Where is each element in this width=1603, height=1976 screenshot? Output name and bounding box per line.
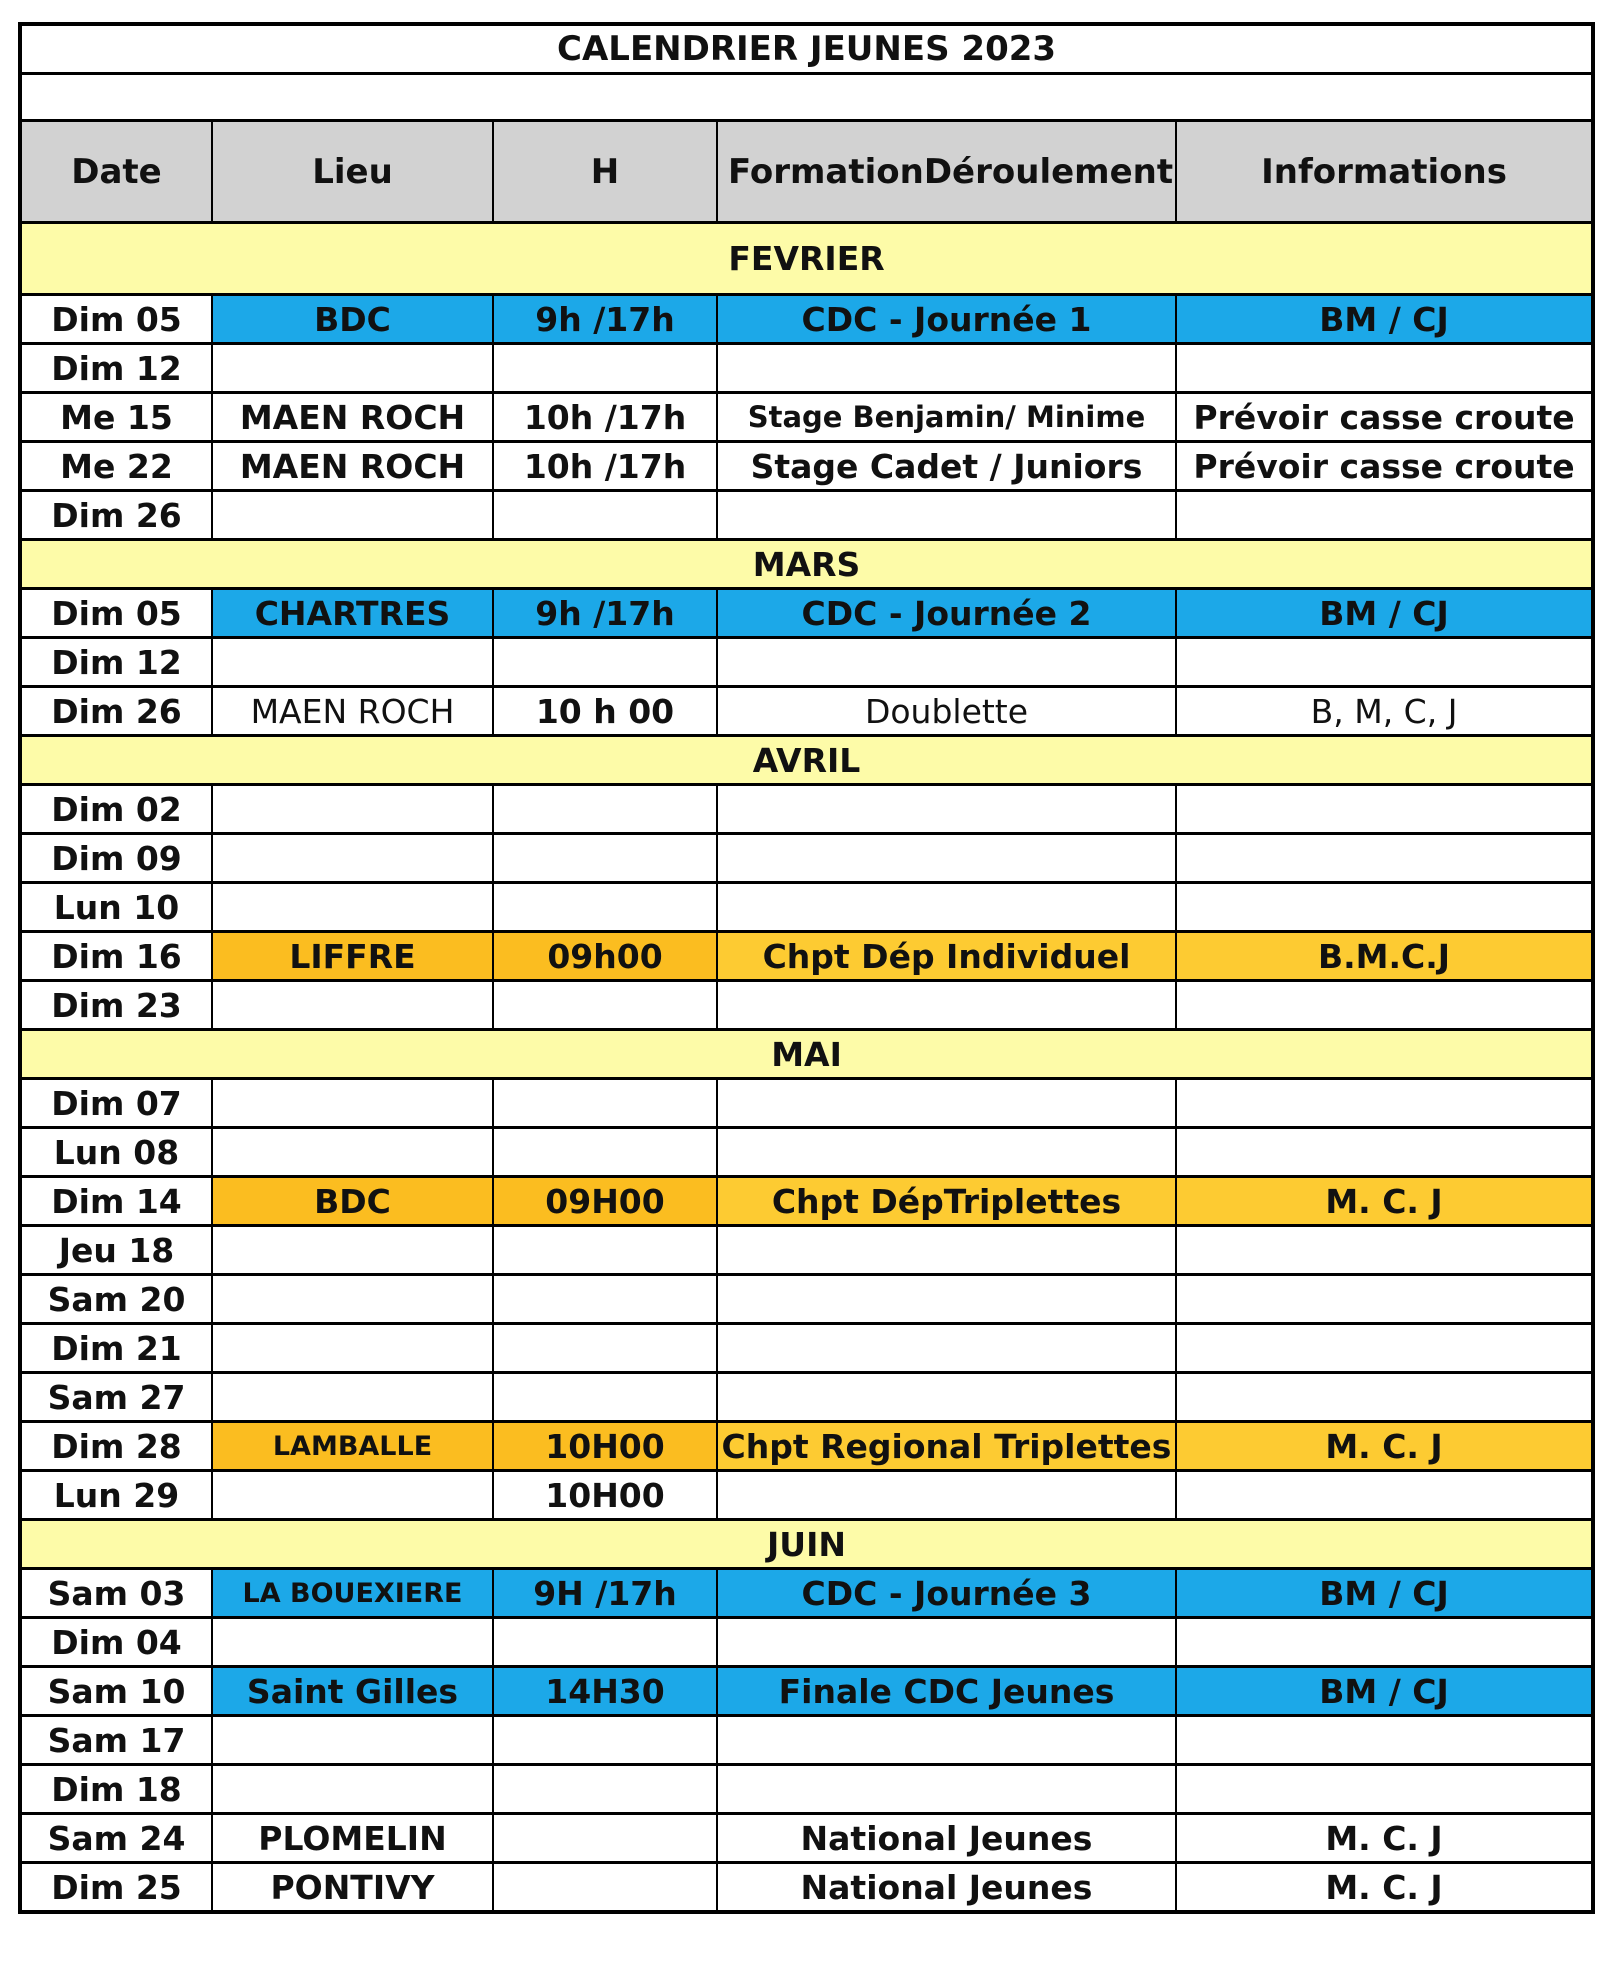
- event-row: [20, 442, 1593, 491]
- lieu-cell: LIFFRE: [212, 932, 493, 981]
- month-label: MARS: [20, 540, 1593, 589]
- month-row: [20, 736, 1593, 785]
- lieu-cell: [212, 1079, 493, 1128]
- formation-cell: Chpt DépTriplettes: [717, 1177, 1176, 1226]
- lieu-cell: [212, 491, 493, 540]
- lieu-cell: LA BOUEXIERE: [212, 1569, 493, 1618]
- formation-cell: Chpt Dép Individuel: [717, 932, 1176, 981]
- header-informations: Informations: [1176, 121, 1593, 223]
- time-cell: [493, 491, 717, 540]
- lieu-cell: [212, 834, 493, 883]
- lieu-cell: [212, 883, 493, 932]
- time-cell: [493, 1373, 717, 1422]
- info-cell: [1176, 1765, 1593, 1814]
- info-cell: [1176, 1618, 1593, 1667]
- header-formation: Formation: [728, 151, 924, 192]
- date-cell: Lun 10: [20, 883, 212, 932]
- info-cell: [1176, 1373, 1593, 1422]
- event-row: [20, 1863, 1593, 1913]
- lieu-cell: [212, 1471, 493, 1520]
- header-lieu: Lieu: [212, 121, 493, 223]
- month-label: AVRIL: [20, 736, 1593, 785]
- time-cell: [493, 638, 717, 687]
- lieu-cell: Saint Gilles: [212, 1667, 493, 1716]
- date-cell: Dim 02: [20, 785, 212, 834]
- lieu-cell: [212, 1765, 493, 1814]
- event-row: [20, 1618, 1593, 1667]
- lieu-cell: PONTIVY: [212, 1863, 493, 1913]
- calendar-table: [18, 22, 1595, 1914]
- formation-cell: Stage Benjamin/ Minime: [717, 393, 1176, 442]
- event-row: [20, 1569, 1593, 1618]
- event-row: [20, 1716, 1593, 1765]
- formation-cell: [717, 1324, 1176, 1373]
- event-row: [20, 883, 1593, 932]
- time-cell: [493, 1814, 717, 1863]
- date-cell: Dim 18: [20, 1765, 212, 1814]
- formation-cell: CDC - Journée 2: [717, 589, 1176, 638]
- event-row: [20, 1765, 1593, 1814]
- formation-cell: CDC - Journée 1: [717, 295, 1176, 344]
- time-cell: [493, 1079, 717, 1128]
- formation-cell: [717, 785, 1176, 834]
- lieu-cell: MAEN ROCH: [212, 393, 493, 442]
- lieu-cell: [212, 1128, 493, 1177]
- formation-cell: National Jeunes: [717, 1863, 1176, 1913]
- lieu-cell: [212, 638, 493, 687]
- info-cell: [1176, 1275, 1593, 1324]
- formation-cell: [717, 1226, 1176, 1275]
- header-row: [20, 121, 1593, 223]
- info-cell: [1176, 491, 1593, 540]
- formation-cell: [717, 1079, 1176, 1128]
- lieu-cell: MAEN ROCH: [212, 442, 493, 491]
- event-row: [20, 1471, 1593, 1520]
- time-cell: [493, 883, 717, 932]
- lieu-cell: [212, 1716, 493, 1765]
- info-cell: [1176, 785, 1593, 834]
- date-cell: Dim 09: [20, 834, 212, 883]
- date-cell: Dim 16: [20, 932, 212, 981]
- event-row: [20, 1275, 1593, 1324]
- formation-cell: Stage Cadet / Juniors: [717, 442, 1176, 491]
- time-cell: [493, 344, 717, 393]
- formation-cell: [717, 344, 1176, 393]
- date-cell: Dim 25: [20, 1863, 212, 1913]
- formation-cell: Finale CDC Jeunes: [717, 1667, 1176, 1716]
- event-row: [20, 1324, 1593, 1373]
- month-row: [20, 1520, 1593, 1569]
- time-cell: [493, 1765, 717, 1814]
- info-cell: B, M, C, J: [1176, 687, 1593, 736]
- time-cell: [493, 1618, 717, 1667]
- date-cell: Dim 07: [20, 1079, 212, 1128]
- date-cell: Dim 28: [20, 1422, 212, 1471]
- info-cell: Prévoir casse croute: [1176, 442, 1593, 491]
- formation-cell: [717, 981, 1176, 1030]
- lieu-cell: LAMBALLE: [212, 1422, 493, 1471]
- info-cell: M. C. J: [1176, 1814, 1593, 1863]
- time-cell: 9H /17h: [493, 1569, 717, 1618]
- formation-cell: [717, 1471, 1176, 1520]
- formation-cell: [717, 883, 1176, 932]
- info-cell: BM / CJ: [1176, 1667, 1593, 1716]
- date-cell: Lun 08: [20, 1128, 212, 1177]
- lieu-cell: [212, 1618, 493, 1667]
- formation-cell: [717, 1128, 1176, 1177]
- lieu-cell: [212, 1275, 493, 1324]
- time-cell: [493, 1324, 717, 1373]
- date-cell: Sam 03: [20, 1569, 212, 1618]
- blank-row: [20, 74, 1593, 121]
- event-row: [20, 589, 1593, 638]
- month-row: [20, 540, 1593, 589]
- date-cell: Sam 20: [20, 1275, 212, 1324]
- lieu-cell: [212, 1324, 493, 1373]
- event-row: [20, 1422, 1593, 1471]
- blank-cell: [20, 74, 1593, 121]
- formation-cell: [717, 1765, 1176, 1814]
- event-row: [20, 687, 1593, 736]
- formation-cell: [717, 1716, 1176, 1765]
- lieu-cell: BDC: [212, 295, 493, 344]
- info-cell: M. C. J: [1176, 1422, 1593, 1471]
- time-cell: [493, 981, 717, 1030]
- info-cell: BM / CJ: [1176, 589, 1593, 638]
- lieu-cell: [212, 1373, 493, 1422]
- time-cell: [493, 1128, 717, 1177]
- date-cell: Lun 29: [20, 1471, 212, 1520]
- date-cell: Dim 14: [20, 1177, 212, 1226]
- header-deroulement: Déroulement: [923, 151, 1174, 192]
- event-row: [20, 638, 1593, 687]
- info-cell: M. C. J: [1176, 1177, 1593, 1226]
- event-row: [20, 491, 1593, 540]
- date-cell: Dim 12: [20, 344, 212, 393]
- event-row: [20, 1079, 1593, 1128]
- date-cell: Sam 10: [20, 1667, 212, 1716]
- date-cell: Jeu 18: [20, 1226, 212, 1275]
- lieu-cell: CHARTRES: [212, 589, 493, 638]
- formation-cell: National Jeunes: [717, 1814, 1176, 1863]
- event-row: [20, 295, 1593, 344]
- month-label: JUIN: [20, 1520, 1593, 1569]
- page-title: CALENDRIER JEUNES 2023: [20, 24, 1593, 74]
- event-row: [20, 1177, 1593, 1226]
- info-cell: [1176, 981, 1593, 1030]
- date-cell: Sam 27: [20, 1373, 212, 1422]
- month-row: [20, 1030, 1593, 1079]
- title-row: [20, 24, 1593, 74]
- event-row: [20, 1667, 1593, 1716]
- time-cell: [493, 1226, 717, 1275]
- formation-cell: CDC - Journée 3: [717, 1569, 1176, 1618]
- time-cell: 09h00: [493, 932, 717, 981]
- month-row: [20, 223, 1593, 295]
- lieu-cell: [212, 344, 493, 393]
- event-row: [20, 393, 1593, 442]
- date-cell: Dim 26: [20, 491, 212, 540]
- event-row: [20, 1128, 1593, 1177]
- info-cell: BM / CJ: [1176, 295, 1593, 344]
- time-cell: 10 h 00: [493, 687, 717, 736]
- info-cell: BM / CJ: [1176, 1569, 1593, 1618]
- lieu-cell: [212, 1226, 493, 1275]
- time-cell: [493, 1275, 717, 1324]
- info-cell: [1176, 638, 1593, 687]
- info-cell: [1176, 1226, 1593, 1275]
- time-cell: 10h /17h: [493, 393, 717, 442]
- lieu-cell: BDC: [212, 1177, 493, 1226]
- event-row: [20, 344, 1593, 393]
- event-row: [20, 981, 1593, 1030]
- info-cell: [1176, 1716, 1593, 1765]
- lieu-cell: [212, 981, 493, 1030]
- time-cell: 9h /17h: [493, 589, 717, 638]
- date-cell: Dim 05: [20, 589, 212, 638]
- header-h: H: [493, 121, 717, 223]
- formation-cell: [717, 1275, 1176, 1324]
- info-cell: [1176, 1079, 1593, 1128]
- event-row: [20, 785, 1593, 834]
- header-formation-deroulement: [717, 121, 1176, 223]
- info-cell: [1176, 344, 1593, 393]
- lieu-cell: [212, 785, 493, 834]
- info-cell: B.M.C.J: [1176, 932, 1593, 981]
- date-cell: Dim 26: [20, 687, 212, 736]
- month-label: FEVRIER: [20, 223, 1593, 295]
- info-cell: [1176, 834, 1593, 883]
- date-cell: Sam 17: [20, 1716, 212, 1765]
- date-cell: Me 22: [20, 442, 212, 491]
- time-cell: 10h /17h: [493, 442, 717, 491]
- lieu-cell: MAEN ROCH: [212, 687, 493, 736]
- info-cell: M. C. J: [1176, 1863, 1593, 1913]
- time-cell: 10H00: [493, 1422, 717, 1471]
- date-cell: Me 15: [20, 393, 212, 442]
- info-cell: Prévoir casse croute: [1176, 393, 1593, 442]
- time-cell: [493, 785, 717, 834]
- info-cell: [1176, 883, 1593, 932]
- formation-cell: [717, 1618, 1176, 1667]
- formation-cell: [717, 638, 1176, 687]
- info-cell: [1176, 1471, 1593, 1520]
- formation-cell: Doublette: [717, 687, 1176, 736]
- event-row: [20, 1814, 1593, 1863]
- time-cell: [493, 1863, 717, 1913]
- time-cell: [493, 834, 717, 883]
- event-row: [20, 1226, 1593, 1275]
- date-cell: Dim 12: [20, 638, 212, 687]
- date-cell: Dim 05: [20, 295, 212, 344]
- time-cell: 10H00: [493, 1471, 717, 1520]
- date-cell: Sam 24: [20, 1814, 212, 1863]
- time-cell: [493, 1716, 717, 1765]
- time-cell: 9h /17h: [493, 295, 717, 344]
- event-row: [20, 1373, 1593, 1422]
- formation-cell: [717, 1373, 1176, 1422]
- time-cell: 09H00: [493, 1177, 717, 1226]
- month-label: MAI: [20, 1030, 1593, 1079]
- date-cell: Dim 04: [20, 1618, 212, 1667]
- lieu-cell: PLOMELIN: [212, 1814, 493, 1863]
- formation-cell: [717, 834, 1176, 883]
- event-row: [20, 834, 1593, 883]
- event-row: [20, 932, 1593, 981]
- info-cell: [1176, 1128, 1593, 1177]
- date-cell: Dim 23: [20, 981, 212, 1030]
- time-cell: 14H30: [493, 1667, 717, 1716]
- info-cell: [1176, 1324, 1593, 1373]
- formation-cell: [717, 491, 1176, 540]
- formation-cell: Chpt Regional Triplettes: [717, 1422, 1176, 1471]
- header-date: Date: [20, 121, 212, 223]
- date-cell: Dim 21: [20, 1324, 212, 1373]
